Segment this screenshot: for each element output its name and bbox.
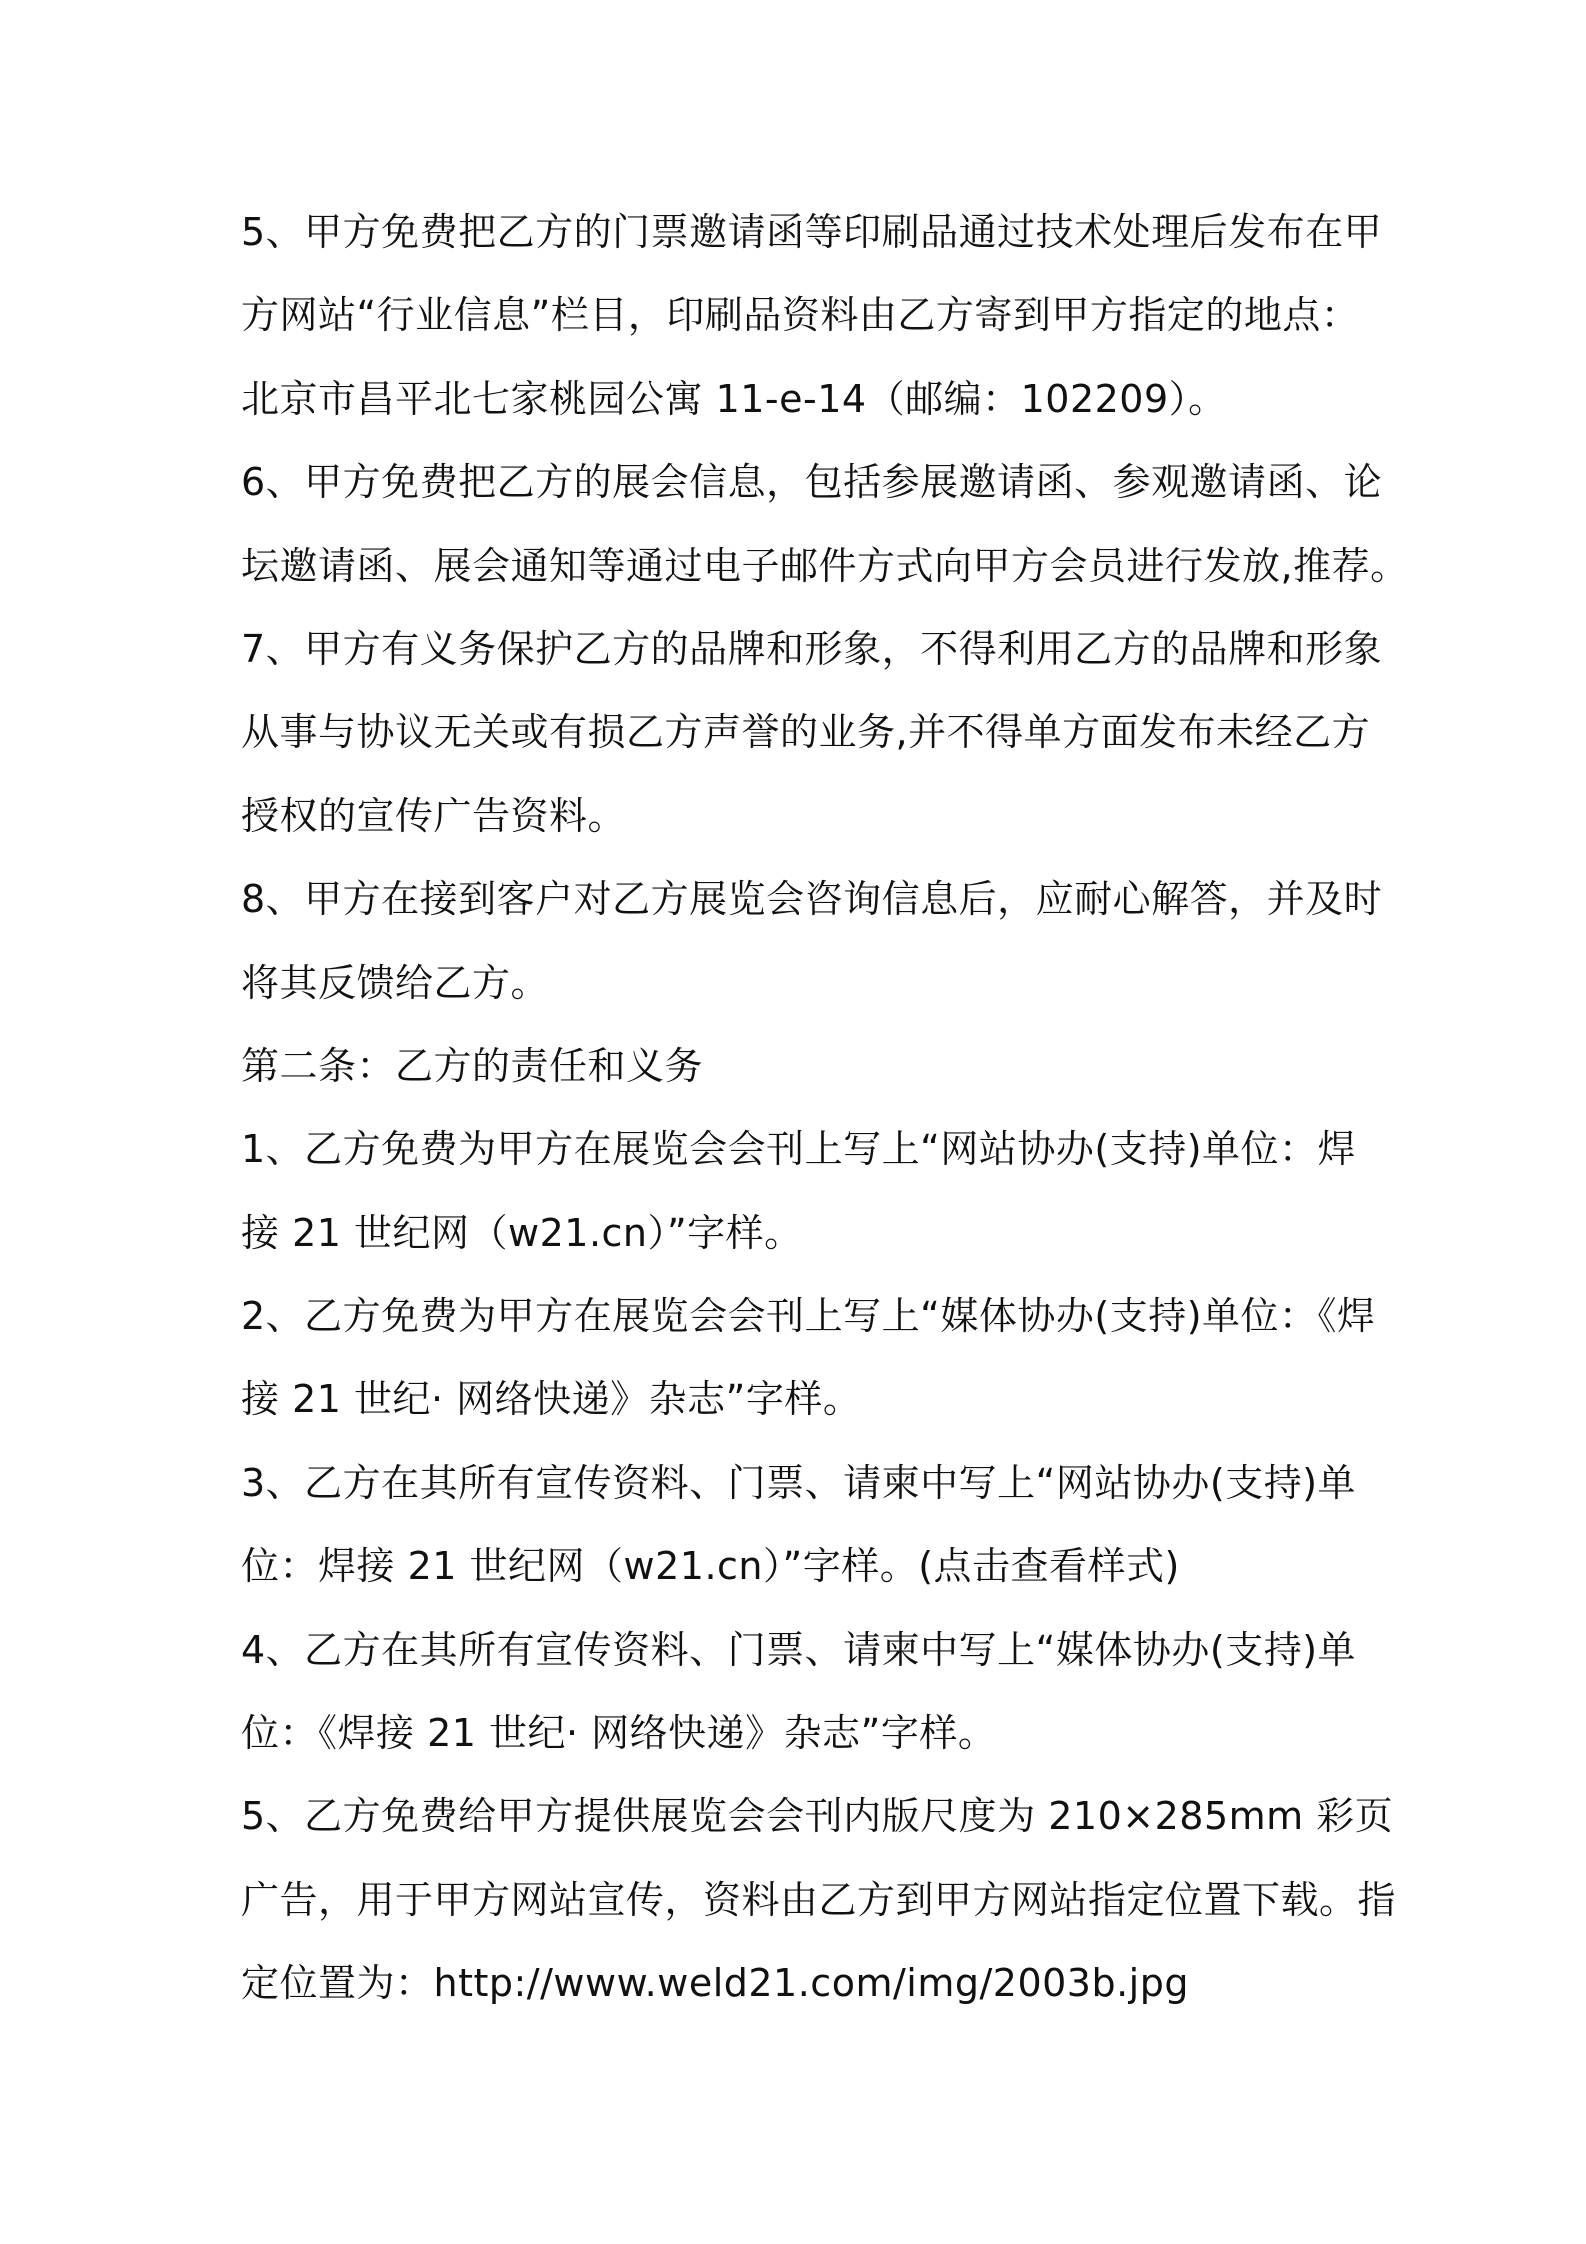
paragraph-line: 从事与协议无关或有损乙方声誉的业务,并不得单方面发布未经乙方	[241, 710, 1371, 755]
paragraph-line: 8、甲方在接到客户对乙方展览会咨询信息后，应耐心解答，并及时	[241, 877, 1383, 922]
paragraph-line: 位：焊接 21 世纪网（w21.cn）”字样。(点击查看样式)	[241, 1544, 1180, 1589]
paragraph-line: 坛邀请函、展会通知等通过电子邮件方式向甲方会员进行发放,推荐。	[241, 543, 1409, 588]
url-line: 定位置为：http://www.weld21.com/img/2003b.jpg	[241, 1961, 1189, 2006]
paragraph-line: 北京市昌平北七家桃园公寓 11-e-14（邮编：102209）。	[241, 376, 1227, 421]
section-heading: 第二条：乙方的责任和义务	[241, 1043, 704, 1088]
paragraph-line: 5、甲方免费把乙方的门票邀请函等印刷品通过技术处理后发布在甲	[241, 210, 1383, 254]
paragraph-line: 2、乙方免费为甲方在展览会会刊上写上“媒体协办(支持)单位：《焊	[241, 1294, 1376, 1339]
paragraph-line: 将其反馈给乙方。	[241, 960, 550, 1005]
paragraph-line: 4、乙方在其所有宣传资料、门票、请柬中写上“媒体协办(支持)单	[241, 1627, 1357, 1672]
paragraph-line: 广告，用于甲方网站宣传，资料由乙方到甲方网站指定位置下载。指	[241, 1877, 1397, 1922]
paragraph-line: 方网站“行业信息”栏目，印刷品资料由乙方寄到甲方指定的地点：	[241, 293, 1360, 338]
paragraph-line: 接 21 世纪网（w21.cn）”字样。	[241, 1210, 803, 1255]
document-body	[241, 197, 1409, 2032]
paragraph-line: 6、甲方免费把乙方的展会信息，包括参展邀请函、参观邀请函、论	[241, 460, 1383, 505]
paragraph-line: 授权的宣传广告资料。	[241, 793, 627, 838]
paragraph-line: 7、甲方有义务保护乙方的品牌和形象，不得利用乙方的品牌和形象	[241, 626, 1383, 671]
paragraph-line: 5、乙方免费给甲方提供展览会会刊内版尺度为 210×285mm 彩页	[241, 1794, 1394, 1839]
paragraph-line: 3、乙方在其所有宣传资料、门票、请柬中写上“网站协办(支持)单	[241, 1460, 1357, 1505]
paragraph-line: 1、乙方免费为甲方在展览会会刊上写上“网站协办(支持)单位：焊	[241, 1127, 1357, 1172]
paragraph-line: 位：《焊接 21 世纪· 网络快递》杂志”字样。	[241, 1711, 997, 1756]
paragraph-line: 接 21 世纪· 网络快递》杂志”字样。	[241, 1377, 862, 1422]
